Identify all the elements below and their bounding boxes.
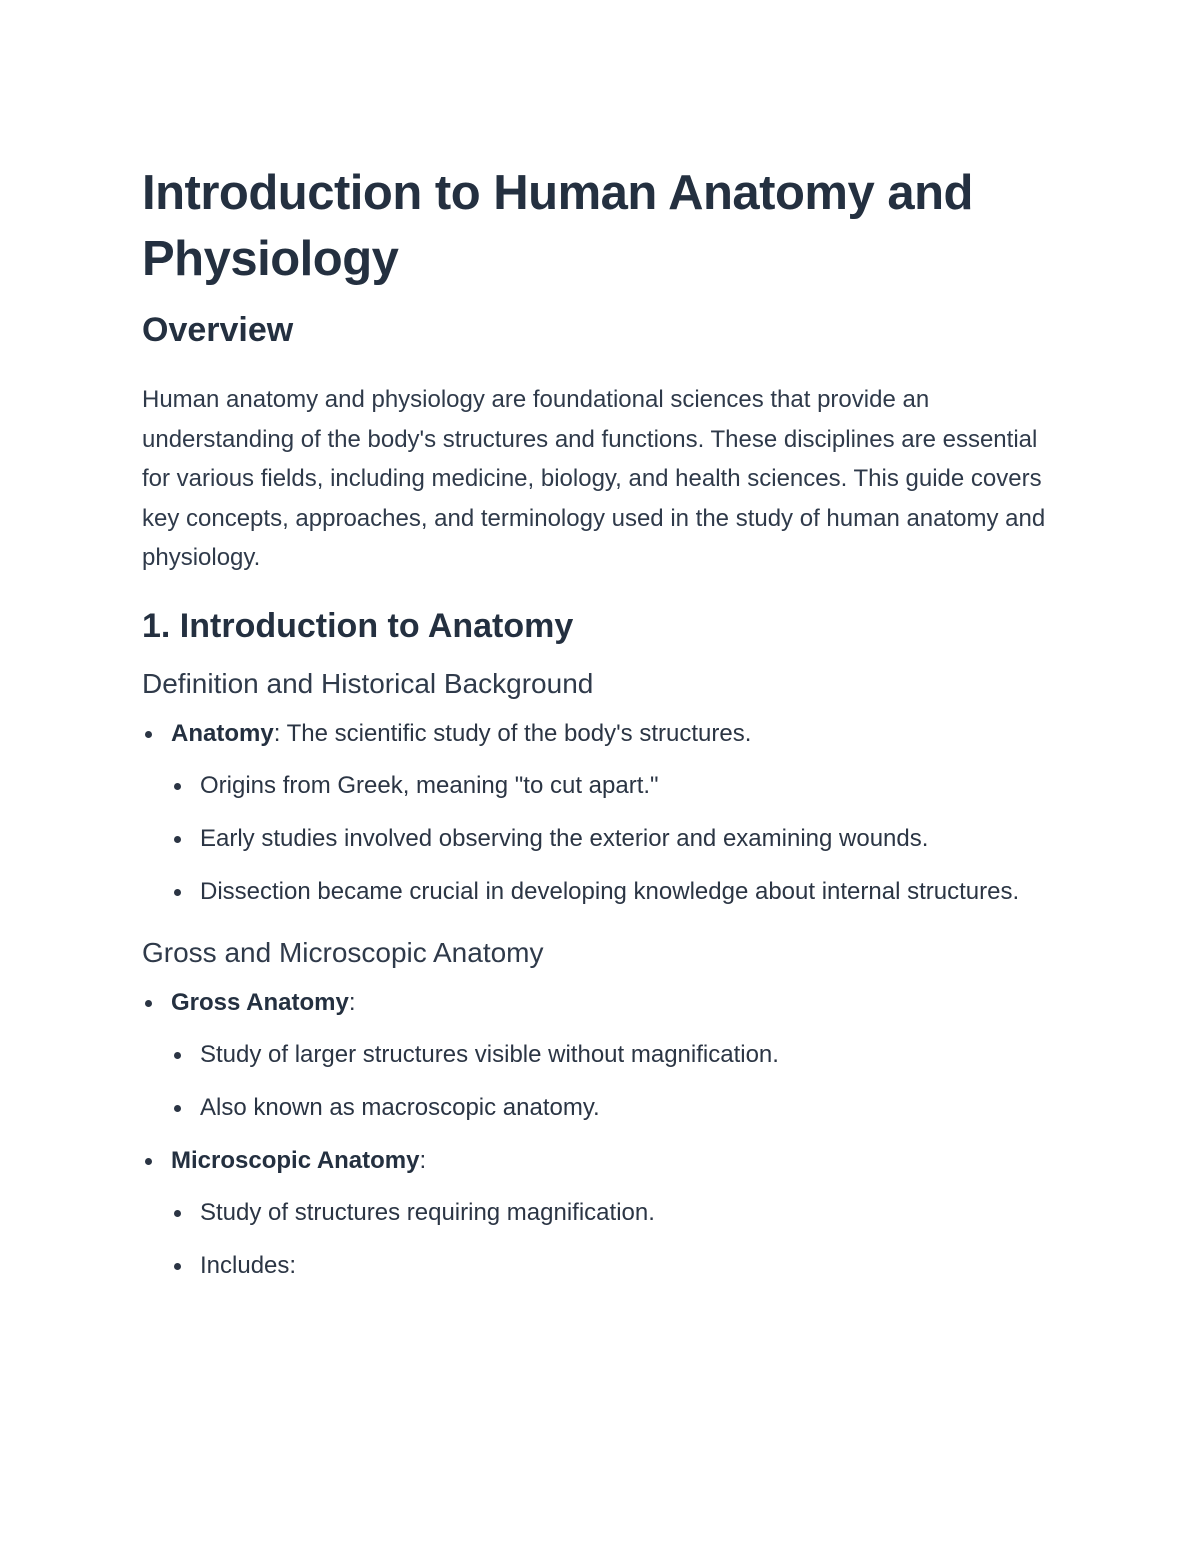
micro-sublist: [171, 1192, 1062, 1287]
section-heading-intro-anatomy: 1. Introduction to Anatomy: [142, 606, 574, 645]
definition-list: [142, 714, 1062, 913]
gross-sublist: [171, 1034, 1062, 1129]
term-anatomy: Anatomy: [171, 719, 274, 747]
list-item-gross-anatomy: [142, 983, 1062, 1129]
list-item-anatomy: [142, 714, 1062, 913]
document-title: Introduction to Human Anatomy and Physiology: [142, 166, 973, 286]
list-item: Study of structures requiring magnification.: [171, 1192, 1062, 1234]
document-page: [142, 160, 1062, 1287]
gross-micro-list: [142, 983, 1062, 1287]
list-item: Study of larger structures visible without magnification.: [171, 1034, 1062, 1076]
anatomy-sublist: [171, 765, 1062, 913]
list-item: Also known as macroscopic anatomy.: [171, 1087, 1062, 1129]
subheading-gross-microscopic: Gross and Microscopic Anatomy: [142, 936, 544, 968]
list-item: Includes:: [171, 1245, 1062, 1287]
overview-heading: Overview: [142, 311, 294, 349]
term-gross-anatomy: Gross Anatomy: [171, 988, 349, 1016]
anatomy-description: : The scientific study of the body's structures.: [273, 719, 752, 747]
list-item: Early studies involved observing the exterior and examining wounds.: [171, 818, 1062, 860]
list-item: Origins from Greek, meaning "to cut apart.": [171, 765, 1062, 807]
overview-paragraph: Human anatomy and physiology are foundational sciences that provide an understanding of the body's structures and functions. These disciplines are essential for various fields, including medicine, biology, and health sciences. This guide covers key concepts, approaches, and terminology used in the study of human anatomy and physiology.: [142, 386, 1046, 571]
term-microscopic-anatomy: Microscopic Anatomy: [171, 1146, 420, 1174]
list-item-microscopic-anatomy: [142, 1141, 1062, 1287]
list-item: Dissection became crucial in developing knowledge about internal structures.: [171, 871, 1062, 913]
gross-suffix: :: [348, 988, 356, 1016]
subheading-definition: Definition and Historical Background: [142, 667, 594, 699]
micro-suffix: :: [419, 1146, 427, 1174]
